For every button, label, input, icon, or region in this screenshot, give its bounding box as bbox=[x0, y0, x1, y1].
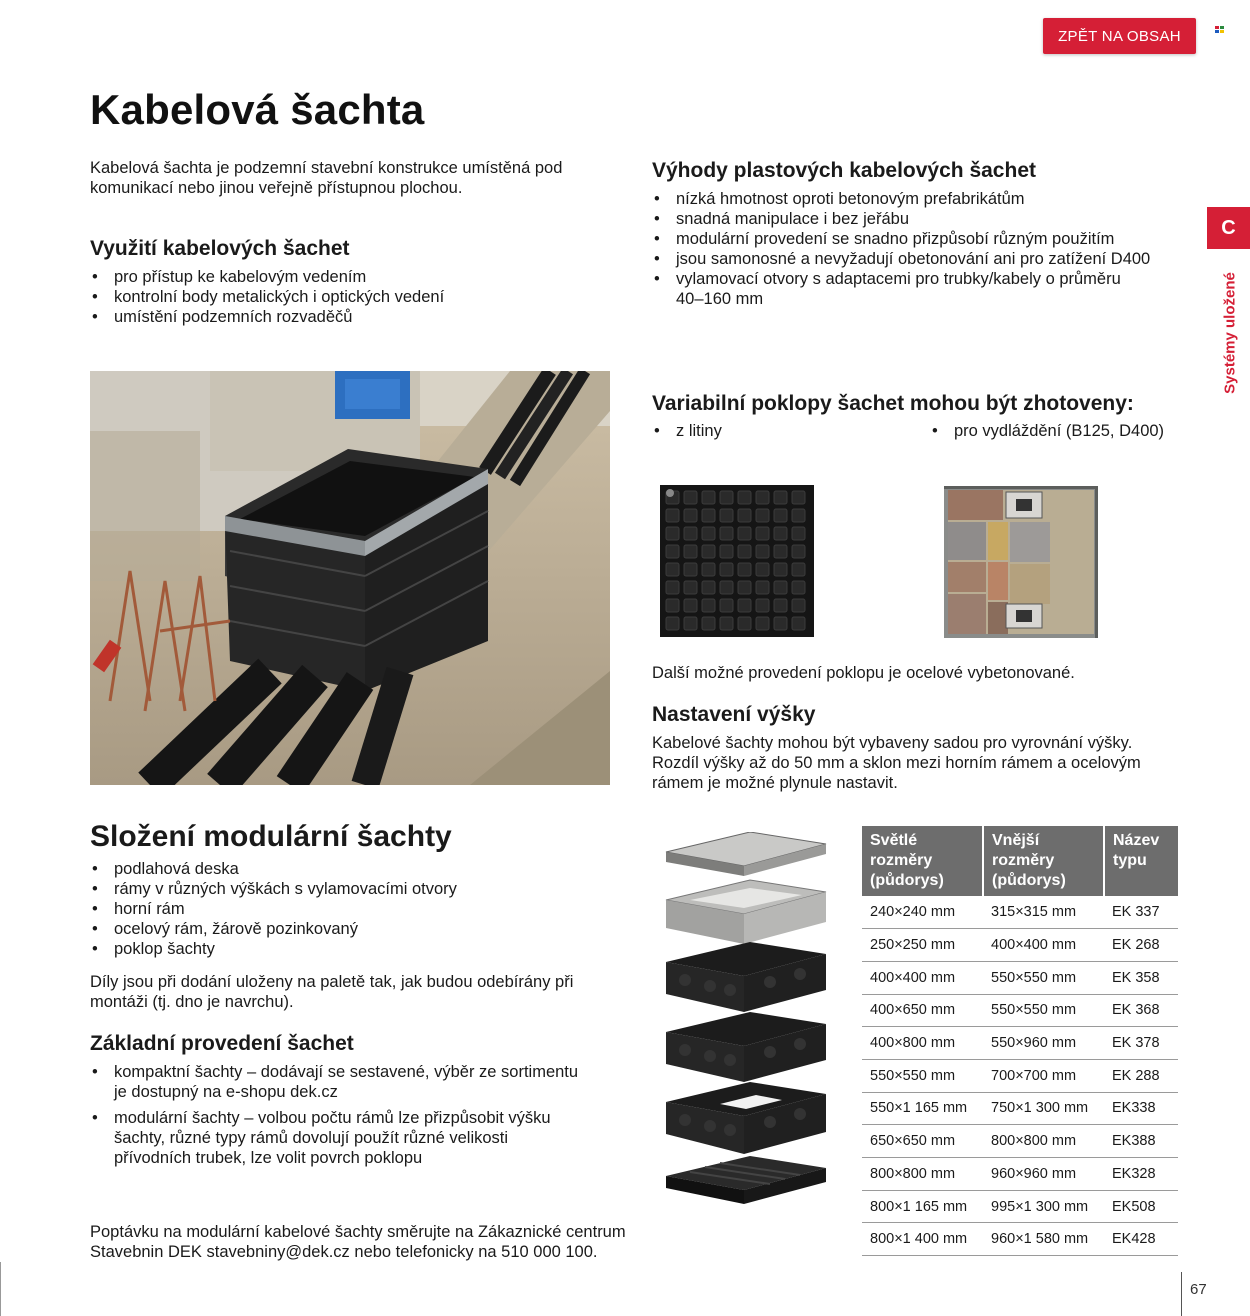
table-row bbox=[862, 1059, 1178, 1092]
list-item: • umístění podzemních rozvaděčů bbox=[90, 307, 600, 327]
table-cell: 550×550 mm bbox=[983, 994, 1104, 1027]
advantages-list bbox=[652, 189, 1192, 309]
table-cell: EK 337 bbox=[1104, 896, 1178, 929]
list-item: • jsou samonosné a nevyžadují obetonování ani pro zatížení D400 bbox=[652, 249, 1192, 269]
table-row bbox=[862, 896, 1178, 929]
table-cell: EK508 bbox=[1104, 1190, 1178, 1223]
composition-heading: Složení modulární šachty bbox=[90, 820, 452, 853]
modular-shaft-exploded-image bbox=[660, 832, 828, 1222]
table-cell: EK 268 bbox=[1104, 929, 1178, 962]
table-cell: EK328 bbox=[1104, 1158, 1178, 1191]
table-cell: 400×400 mm bbox=[983, 929, 1104, 962]
table-row bbox=[862, 961, 1178, 994]
language-flag-icon[interactable] bbox=[1215, 26, 1226, 34]
table-header-type: Název typu bbox=[1104, 826, 1178, 896]
paving-cover-image bbox=[944, 486, 1098, 638]
chapter-tab[interactable]: C bbox=[1207, 207, 1250, 249]
table-cell: 700×700 mm bbox=[983, 1059, 1104, 1092]
table-cell: 550×960 mm bbox=[983, 1027, 1104, 1060]
table-cell: 400×650 mm bbox=[862, 994, 983, 1027]
page-title: Kabelová šachta bbox=[90, 86, 425, 133]
cast-iron-cover-image bbox=[660, 485, 814, 637]
table-row bbox=[862, 1158, 1178, 1191]
covers-list-paving bbox=[930, 421, 1190, 441]
table-cell: 650×650 mm bbox=[862, 1125, 983, 1158]
table-row bbox=[862, 1190, 1178, 1223]
table-cell: 400×800 mm bbox=[862, 1027, 983, 1060]
page-number-divider bbox=[1181, 1272, 1182, 1316]
table-cell: 750×1 300 mm bbox=[983, 1092, 1104, 1125]
table-cell: 550×1 165 mm bbox=[862, 1092, 983, 1125]
list-item: • z litiny bbox=[652, 421, 902, 441]
table-cell: 800×800 mm bbox=[983, 1125, 1104, 1158]
table-header-outer: Vnější rozměry (půdorys) bbox=[983, 826, 1104, 896]
table-cell: EK338 bbox=[1104, 1092, 1178, 1125]
intro-text: Kabelová šachta je podzemní stavební konstrukce umístěná pod komunikací nebo jinou veřejně přístupnou plochou. bbox=[90, 159, 563, 197]
table-cell: 550×550 mm bbox=[862, 1059, 983, 1092]
covers-heading: Variabilní poklopy šachet mohou být zhotoveny: bbox=[652, 392, 1134, 415]
table-cell: 240×240 mm bbox=[862, 896, 983, 929]
list-item: • pro přístup ke kabelovým vedením bbox=[90, 267, 600, 287]
table-cell: 550×550 mm bbox=[983, 961, 1104, 994]
table-header-inner: Světlé rozměry (půdorys) bbox=[862, 826, 983, 896]
list-item: • poklop šachty bbox=[90, 939, 610, 959]
margin-rule bbox=[0, 1262, 1, 1316]
list-item: • rámy v různých výškách s vylamovacími otvory bbox=[90, 879, 610, 899]
table-cell: EK 378 bbox=[1104, 1027, 1178, 1060]
table-cell: 995×1 300 mm bbox=[983, 1190, 1104, 1223]
table-cell: 250×250 mm bbox=[862, 929, 983, 962]
usage-heading: Využití kabelových šachet bbox=[90, 237, 350, 260]
list-item: • kontrolní body metalických i optických vedení bbox=[90, 287, 600, 307]
list-item: • podlahová deska bbox=[90, 859, 610, 879]
table-cell: EK428 bbox=[1104, 1223, 1178, 1256]
table-cell: EK 368 bbox=[1104, 994, 1178, 1027]
table-row bbox=[862, 994, 1178, 1027]
covers-list-cast bbox=[652, 421, 902, 441]
table-cell: 960×1 580 mm bbox=[983, 1223, 1104, 1256]
page-number: 67 bbox=[1190, 1281, 1207, 1298]
list-item: • modulární provedení se snadno přizpůsobí různým použitím bbox=[652, 229, 1192, 249]
table-cell: 800×1 165 mm bbox=[862, 1190, 983, 1223]
contact-text: Poptávku na modulární kabelové šachty směrujte na Zákaznické centrum Stavebnin DEK stavebniny@dek.cz nebo telefonicky na 510 000 100. bbox=[90, 1223, 626, 1261]
table-cell: EK388 bbox=[1104, 1125, 1178, 1158]
table-cell: 960×960 mm bbox=[983, 1158, 1104, 1191]
table-cell: 315×315 mm bbox=[983, 896, 1104, 929]
list-item: • modulární šachty – volbou počtu rámů lze přizpůsobit výšku šachty, různé typy rámů dovolují použít různé velikosti přívodních trubek, lze volit povrch poklopu bbox=[90, 1108, 580, 1168]
list-item: • nízká hmotnost oproti betonovým prefabrikátům bbox=[652, 189, 1192, 209]
table-row bbox=[862, 1125, 1178, 1158]
height-heading: Nastavení výšky bbox=[652, 703, 816, 726]
list-item: • snadná manipulace i bez jeřábu bbox=[652, 209, 1192, 229]
table-row bbox=[862, 1027, 1178, 1060]
basic-heading: Základní provedení šachet bbox=[90, 1032, 354, 1055]
table-cell: 800×1 400 mm bbox=[862, 1223, 983, 1256]
list-item: • vylamovací otvory s adaptacemi pro trubky/kabely o průměru 40–160 mm bbox=[652, 269, 1152, 309]
list-item: • pro vydláždění (B125, D400) bbox=[930, 421, 1190, 441]
covers-note: Další možné provedení poklopu je ocelové vybetonované. bbox=[652, 664, 1075, 682]
back-to-contents-button[interactable]: ZPĚT NA OBSAH bbox=[1043, 18, 1196, 54]
table-row bbox=[862, 1223, 1178, 1256]
table-row bbox=[862, 929, 1178, 962]
basic-list bbox=[90, 1062, 580, 1168]
dimensions-table bbox=[862, 826, 1178, 1256]
table-cell: EK 288 bbox=[1104, 1059, 1178, 1092]
table-cell: 400×400 mm bbox=[862, 961, 983, 994]
list-item: • horní rám bbox=[90, 899, 610, 919]
advantages-heading: Výhody plastových kabelových šachet bbox=[652, 159, 1036, 182]
table-row bbox=[862, 1092, 1178, 1125]
list-item: • kompaktní šachty – dodávají se sestavené, výběr ze sortimentu je dostupný na e-shopu dek.cz bbox=[90, 1062, 580, 1102]
list-item: • ocelový rám, žárově pozinkovaný bbox=[90, 919, 610, 939]
installed-shaft-photo bbox=[90, 371, 610, 785]
table-cell: 800×800 mm bbox=[862, 1158, 983, 1191]
height-text: Kabelové šachty mohou být vybaveny sadou pro vyrovnání výšky. Rozdíl výšky až do 50 mm a sklon mezi horním rámem a ocelovým rámem je možné plynule nastavit. bbox=[652, 734, 1141, 792]
composition-list bbox=[90, 859, 610, 959]
composition-note: Díly jsou při dodání uloženy na paletě tak, jak budou odebírány při montáži (tj. dno je navrchu). bbox=[90, 973, 574, 1011]
chapter-label: Systémy uložené bbox=[1221, 272, 1239, 394]
usage-list bbox=[90, 267, 600, 327]
table-cell: EK 358 bbox=[1104, 961, 1178, 994]
